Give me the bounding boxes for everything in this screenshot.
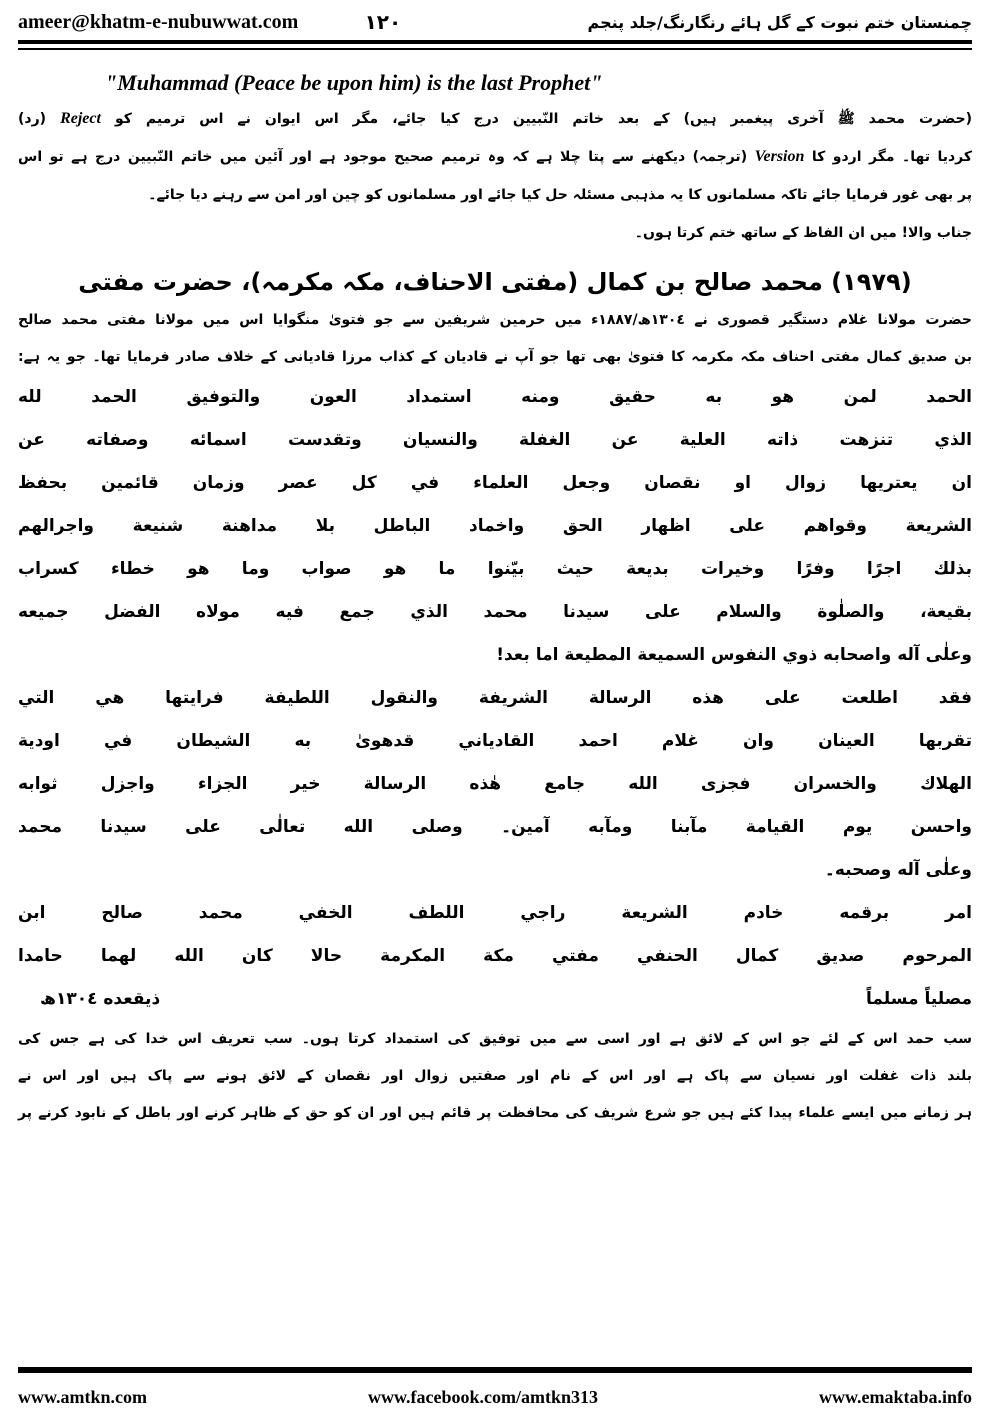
arabic-line: الهلاك والخسران فجزى الله جامع هٰذه الرسالة خير الجزاء واجزل ثوابه — [18, 774, 972, 794]
arabic-line: بقيعة، والصلٰوة والسلام على سيدنا محمد الذي جمع فيه مولاه الفضل جميعه — [18, 602, 972, 622]
intro-post-text: (رد) — [18, 111, 47, 127]
english-quote: "Muhammad (Peace be upon him) is the last Prophet" — [105, 70, 603, 95]
arabic-line: الشريعة وقواهم على اظهار الحق واخماد الباطل بلا مداهنة شنيعة واجرالهم — [18, 516, 972, 536]
arabic-line: واحسن يوم القيامة مآبنا ومآبه آمين۔ وصلى الله تعالٰى على سيدنا محمد — [18, 817, 972, 837]
intro-line — [18, 176, 972, 214]
translation-line: سب حمد اس کے لئے جو اس کے لائق ہے اور اسی سے میں توفیق کی استمداد کرتا ہوں۔ سب تعریف اس خدا کی ہے جس کی — [18, 1031, 972, 1047]
intro-latin-text: Version — [754, 148, 805, 165]
intro-line — [18, 138, 972, 176]
arabic-line: وعلٰى آله وصحبه۔ — [824, 860, 972, 880]
arabic-line: امر برقمه خادم الشريعة راجي اللطف الخفي محمد صالح ابن — [18, 903, 972, 923]
intro-pre-text: کردیا تھا۔ مگر اردو کا — [811, 149, 973, 165]
footer-link-amtkn[interactable]: www.amtkn.com — [18, 1387, 147, 1407]
header-rule-thick — [18, 40, 972, 44]
arabic-line: الذي تنزهت ذاته العلية عن الغفلة والنسيان وتقدست اسمائه وصفاته عن — [18, 430, 972, 450]
intro-latin-text: Reject — [60, 110, 101, 127]
footer-rule — [18, 1367, 972, 1373]
footer-link-facebook[interactable]: www.facebook.com/amtkn313 — [367, 1387, 598, 1407]
signoff-date: ذيقعده ١٣٠٤ھ — [40, 989, 161, 1009]
page-number: ١٢٠ — [364, 10, 402, 34]
intro-post-text: (ترجمہ) دیکھنے سے پتا چلا ہے کہ وہ ترمیم صحیح موجود ہے اور آئین میں خاتم النّبیین درج ہے تو اس — [18, 149, 748, 165]
translation-line: ہر زمانے میں ایسے علماء پیدا کئے ہیں جو شرع شریف کی محافظت پر قائم ہیں اور ان کو حق کے ظاہر کرنے اور باطل کے نابود کرنے پر — [18, 1105, 972, 1121]
page-header — [18, 4, 972, 40]
header-rule-thin — [18, 48, 972, 50]
intro-paragraph — [18, 100, 972, 252]
footer-link-emaktaba[interactable]: www.emaktaba.info — [818, 1387, 972, 1407]
arabic-line: تقربها العينان وان غلام احمد القادياني قدهوىٰ به الشيطان في اودية — [18, 731, 972, 751]
intro-pre-text: جناب والا! میں ان الفاظ کے ساتھ ختم کرتا ہوں۔ — [634, 225, 972, 241]
translation-line: بلند ذات غفلت اور نسیان سے پاک ہے اور اس کے نام اور صفتیں زوال اور نقصان کے لائق ہونے سے پاک ہیں اور اس نے — [18, 1068, 972, 1084]
page-spacer — [18, 1132, 972, 1359]
section-intro-line: بن صدیق کمال مفتی احناف مکہ مکرمہ کا فتویٰ بھی تھا جو آپ نے قادیان کے کذاب مرزا قادیانی کے خلاف صادر فرمایا تھا۔ جو یہ ہے: — [18, 349, 972, 365]
intro-line — [18, 100, 972, 138]
signoff-line — [18, 978, 972, 1021]
arabic-line: الحمد لمن هو به حقيق ومنه استمداد العون والتوفيق الحمد لله — [18, 387, 972, 407]
arabic-fatwa — [18, 376, 972, 978]
arabic-line: وعلٰى آله واصحابه ذوي النفوس السميعة المطيعة اما بعد! — [496, 645, 972, 665]
book-title: چمنستان ختم نبوت کے گل ہائے رنگارنگ/جلد پنجم — [587, 12, 972, 32]
signoff-closing: مصلياً مسلماً — [865, 989, 972, 1009]
page-footer — [18, 1387, 972, 1408]
arabic-line: المرحوم صديق كمال الحنفي مفتي مكة المكرمة حالا كان الله لهما حامدا — [18, 946, 972, 966]
arabic-line: ان يعتريها زوال او نقصان وجعل العلماء في كل عصر وزمان قائمين بحفظ — [18, 473, 972, 493]
arabic-line: بذلك اجرًا وفرًا وخيرات بديعة حيث بيّنوا ما هو صواب وما هو خطاء كسراب — [18, 559, 972, 579]
header-email: ameer@khatm-e-nubuwwat.com — [18, 10, 299, 33]
section-intro-line: حضرت مولانا غلام دستگیر قصوری نے ١٣٠٤ھ/١٨٨٧ء میں حرمین شریفین سے جو فتویٰ منگوایا اس میں مولانا مفتی محمد صالح — [18, 312, 972, 328]
urdu-translation — [18, 1021, 972, 1132]
arabic-line: فقد اطلعت على هذه الرسالة الشريفة والنقول اللطيفة فرايتها هي التي — [18, 688, 972, 708]
intro-pre-text: پر بھی غور فرمایا جائے تاکہ مسلمانوں کا یہ مذہبی مسئلہ حل کیا جائے اور مسلمانوں کو چین اور امن سے رہنے دیا جائے۔ — [148, 187, 972, 203]
intro-pre-text: (حضرت محمد ﷺ آخری پیغمبر ہیں) کے بعد خاتم النّبیین درج کیا جائے، مگر اس ایوان نے اس ترمیم کو — [114, 111, 973, 127]
section-heading: (١٩٧٩) محمد صالح بن کمال (مفتی الاحناف، مکہ مکرمہ)، حضرت مفتی — [78, 268, 912, 296]
intro-line — [18, 214, 972, 252]
